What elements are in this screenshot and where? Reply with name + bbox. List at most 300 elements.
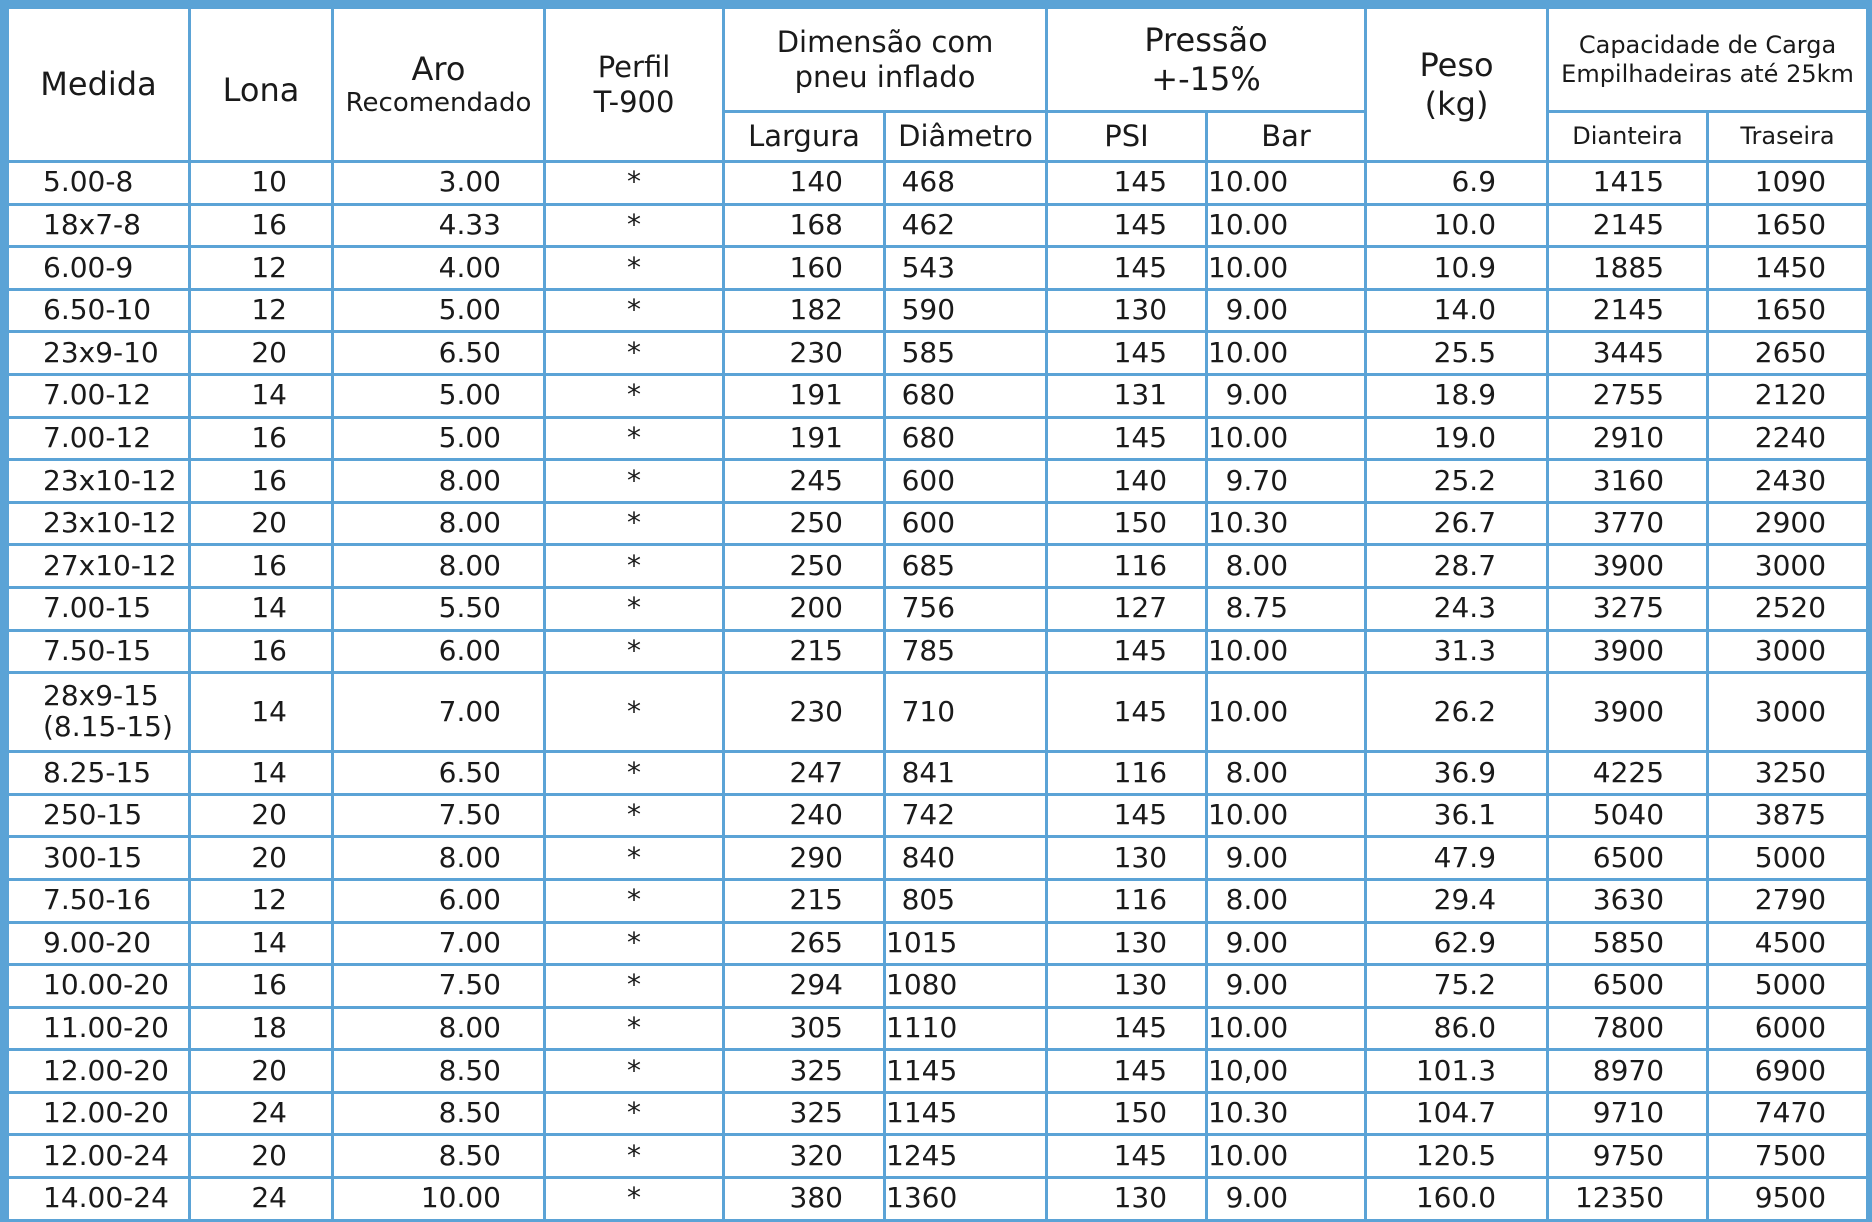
header-perfil-sub: T-900 [593, 84, 675, 119]
cell-perfil-text: * [627, 925, 641, 959]
cell-bar-text: 10,00 [1208, 1053, 1289, 1087]
cell-dianteira-text: 12350 [1574, 1181, 1665, 1215]
cell-psi-text: 150 [1113, 1096, 1168, 1130]
cell-dianteira-text: 2145 [1592, 207, 1665, 241]
header-perfil [545, 8, 724, 162]
cell-dianteira [1548, 587, 1708, 630]
cell-perfil-text: * [627, 633, 641, 667]
cell-psi [1047, 289, 1207, 332]
cell-peso-text: 31.3 [1433, 633, 1497, 667]
cell-medida-text: 28x9-15 [43, 679, 159, 713]
cell-bar-text: 9.70 [1225, 463, 1289, 497]
cell-aro-text: 8.50 [438, 1096, 501, 1130]
cell-bar [1207, 837, 1366, 880]
cell-largura [724, 1007, 885, 1050]
cell-psi-text: 145 [1113, 420, 1168, 454]
cell-bar-text: 10.00 [1208, 694, 1289, 728]
cell-psi-text: 145 [1113, 165, 1168, 199]
cell-dianteira-text: 7800 [1592, 1011, 1665, 1045]
cell-aro [333, 879, 545, 922]
table-row [8, 204, 1868, 247]
cell-diametro [885, 247, 1047, 290]
cell-traseira [1708, 502, 1868, 545]
table-row [8, 837, 1868, 880]
cell-aro [333, 289, 545, 332]
cell-peso [1366, 673, 1548, 752]
cell-medida [8, 332, 190, 375]
cell-psi-text: 130 [1113, 925, 1168, 959]
cell-bar [1207, 1092, 1366, 1135]
cell-bar-text: 10.00 [1208, 633, 1289, 667]
cell-bar [1207, 922, 1366, 965]
cell-traseira-text: 2790 [1754, 883, 1827, 917]
header-largura: Largura [724, 112, 885, 162]
cell-dianteira [1548, 879, 1708, 922]
table-row [8, 247, 1868, 290]
cell-aro [333, 837, 545, 880]
cell-psi [1047, 837, 1207, 880]
cell-diametro-text: 1110 [886, 1011, 958, 1045]
cell-bar [1207, 247, 1366, 290]
cell-perfil-text: * [627, 883, 641, 917]
cell-aro [333, 204, 545, 247]
cell-medida-text: 300-15 [43, 840, 143, 874]
cell-medida-text: 14.00-24 [43, 1181, 169, 1215]
cell-diametro [885, 417, 1047, 460]
cell-medida [8, 204, 190, 247]
cell-peso-text: 104.7 [1415, 1096, 1497, 1130]
cell-largura [724, 247, 885, 290]
cell-lona-text: 14 [251, 591, 287, 625]
cell-psi [1047, 673, 1207, 752]
cell-traseira [1708, 1135, 1868, 1178]
cell-traseira-text: 2240 [1754, 420, 1827, 454]
cell-aro [333, 673, 545, 752]
cell-peso-text: 29.4 [1433, 883, 1497, 917]
cell-traseira-text: 3000 [1754, 633, 1827, 667]
cell-psi-text: 130 [1113, 968, 1168, 1002]
cell-peso [1366, 460, 1548, 503]
cell-aro-text: 7.00 [438, 694, 501, 728]
cell-peso [1366, 204, 1548, 247]
cell-medida-text: 6.00-9 [43, 250, 134, 284]
cell-perfil [545, 1178, 724, 1221]
cell-perfil [545, 247, 724, 290]
cell-peso-text: 14.0 [1433, 293, 1497, 327]
cell-medida [8, 289, 190, 332]
cell-diametro-text: 1145 [886, 1053, 958, 1087]
cell-aro [333, 1007, 545, 1050]
cell-dianteira-text: 5040 [1592, 798, 1665, 832]
cell-psi [1047, 162, 1207, 205]
cell-bar [1207, 332, 1366, 375]
cell-lona-text: 16 [251, 548, 287, 582]
cell-lona [190, 1092, 333, 1135]
table-row [8, 417, 1868, 460]
cell-diametro-text: 1145 [886, 1096, 958, 1130]
cell-perfil [545, 673, 724, 752]
cell-largura-text: 320 [789, 1138, 843, 1172]
cell-diametro [885, 1007, 1047, 1050]
cell-bar-text: 8.00 [1225, 548, 1289, 582]
cell-perfil-text: * [627, 548, 641, 582]
cell-dianteira [1548, 965, 1708, 1008]
cell-traseira [1708, 289, 1868, 332]
cell-dianteira-text: 3160 [1592, 463, 1665, 497]
cell-aro-text: 3.00 [438, 165, 501, 199]
header-pressao-line1: Pressão [1144, 21, 1268, 60]
cell-peso [1366, 374, 1548, 417]
cell-perfil [545, 587, 724, 630]
cell-diametro-text: 543 [901, 250, 956, 284]
cell-psi-text: 116 [1113, 548, 1168, 582]
cell-psi-text: 145 [1113, 1138, 1168, 1172]
cell-lona [190, 1178, 333, 1221]
cell-peso-text: 26.7 [1433, 506, 1497, 540]
cell-psi-text: 145 [1113, 694, 1168, 728]
cell-largura [724, 673, 885, 752]
table-row [8, 965, 1868, 1008]
cell-aro [333, 162, 545, 205]
cell-psi [1047, 545, 1207, 588]
cell-traseira [1708, 247, 1868, 290]
tire-spec-table [6, 6, 1869, 1222]
cell-traseira-text: 3250 [1754, 755, 1827, 789]
cell-peso [1366, 289, 1548, 332]
cell-diametro [885, 752, 1047, 795]
cell-largura [724, 417, 885, 460]
cell-perfil [545, 289, 724, 332]
cell-aro-text: 7.00 [438, 925, 501, 959]
cell-peso-text: 10.0 [1433, 207, 1497, 241]
cell-bar [1207, 417, 1366, 460]
cell-medida [8, 545, 190, 588]
cell-largura-text: 305 [789, 1011, 843, 1045]
cell-largura [724, 587, 885, 630]
cell-dianteira-text: 3445 [1592, 335, 1665, 369]
cell-traseira [1708, 374, 1868, 417]
cell-dianteira-text: 1415 [1592, 165, 1665, 199]
header-pressao [1047, 8, 1366, 112]
cell-peso-text: 24.3 [1433, 591, 1497, 625]
header-dianteira: Dianteira [1548, 112, 1708, 162]
table-row [8, 794, 1868, 837]
cell-medida-text: 7.00-15 [43, 591, 152, 625]
table-row [8, 673, 1868, 752]
cell-bar-text: 9.00 [1225, 293, 1289, 327]
cell-traseira [1708, 1092, 1868, 1135]
table-row [8, 879, 1868, 922]
cell-aro-text: 7.50 [438, 968, 501, 1002]
cell-medida-text: 6.50-10 [43, 293, 152, 327]
cell-perfil [545, 545, 724, 588]
cell-diametro [885, 374, 1047, 417]
cell-psi [1047, 1050, 1207, 1093]
cell-bar-text: 10.00 [1208, 165, 1289, 199]
cell-lona [190, 1050, 333, 1093]
cell-aro-text: 5.00 [438, 420, 501, 454]
cell-perfil [545, 1135, 724, 1178]
cell-perfil [545, 204, 724, 247]
cell-medida [8, 502, 190, 545]
cell-lona-text: 16 [251, 420, 287, 454]
header-bar: Bar [1207, 112, 1366, 162]
cell-largura [724, 837, 885, 880]
cell-lona-text: 20 [251, 335, 287, 369]
cell-lona-text: 24 [251, 1181, 287, 1215]
cell-traseira-text: 9500 [1754, 1181, 1827, 1215]
cell-lona-text: 16 [251, 207, 287, 241]
cell-psi-text: 145 [1113, 798, 1168, 832]
cell-largura-text: 140 [789, 165, 843, 199]
cell-lona [190, 879, 333, 922]
cell-psi [1047, 247, 1207, 290]
cell-lona [190, 417, 333, 460]
cell-dianteira [1548, 545, 1708, 588]
cell-psi-text: 130 [1113, 293, 1168, 327]
cell-bar [1207, 673, 1366, 752]
cell-lona [190, 752, 333, 795]
cell-lona [190, 630, 333, 673]
cell-bar [1207, 502, 1366, 545]
cell-traseira [1708, 1050, 1868, 1093]
cell-peso-text: 86.0 [1433, 1011, 1497, 1045]
cell-medida [8, 417, 190, 460]
cell-aro-text: 6.50 [438, 755, 501, 789]
cell-traseira [1708, 794, 1868, 837]
cell-perfil-text: * [627, 250, 641, 284]
cell-medida-text: 12.00-20 [43, 1096, 169, 1130]
cell-medida-text: 18x7-8 [43, 207, 141, 241]
cell-traseira-text: 2900 [1754, 506, 1827, 540]
cell-traseira [1708, 673, 1868, 752]
cell-perfil [545, 1092, 724, 1135]
header-capacidade-line1: Capacidade de Carga [1578, 30, 1837, 59]
cell-peso-text: 25.2 [1433, 463, 1497, 497]
cell-dianteira [1548, 204, 1708, 247]
cell-aro [333, 460, 545, 503]
table-row [8, 1007, 1868, 1050]
cell-diametro [885, 204, 1047, 247]
cell-peso [1366, 332, 1548, 375]
cell-diametro [885, 545, 1047, 588]
cell-psi [1047, 1135, 1207, 1178]
cell-bar [1207, 794, 1366, 837]
cell-aro-text: 4.33 [438, 207, 501, 241]
cell-largura-text: 168 [789, 207, 843, 241]
cell-psi [1047, 965, 1207, 1008]
header-capacidade [1548, 8, 1868, 112]
cell-psi [1047, 374, 1207, 417]
cell-traseira-text: 4500 [1754, 925, 1827, 959]
cell-largura-text: 160 [789, 250, 843, 284]
cell-bar [1207, 374, 1366, 417]
table-row [8, 752, 1868, 795]
cell-diametro-text: 1245 [886, 1138, 958, 1172]
cell-medida [8, 587, 190, 630]
table-row [8, 289, 1868, 332]
cell-medida-text: 27x10-12 [43, 548, 177, 582]
cell-medida-text: 12.00-24 [43, 1138, 169, 1172]
cell-diametro [885, 630, 1047, 673]
cell-perfil-text: * [627, 506, 641, 540]
cell-largura [724, 922, 885, 965]
header-aro-label: Aro [411, 49, 466, 88]
cell-traseira [1708, 752, 1868, 795]
cell-bar [1207, 965, 1366, 1008]
table-body [8, 162, 1868, 1221]
cell-lona [190, 1007, 333, 1050]
cell-diametro [885, 502, 1047, 545]
cell-traseira [1708, 1007, 1868, 1050]
cell-dianteira [1548, 630, 1708, 673]
cell-traseira-text: 2520 [1754, 591, 1827, 625]
cell-medida [8, 1178, 190, 1221]
cell-psi-text: 116 [1113, 755, 1168, 789]
cell-traseira-text: 3875 [1754, 798, 1827, 832]
cell-traseira [1708, 587, 1868, 630]
cell-diametro [885, 879, 1047, 922]
cell-largura [724, 1092, 885, 1135]
cell-bar [1207, 460, 1366, 503]
cell-perfil [545, 502, 724, 545]
cell-lona-text: 12 [251, 293, 287, 327]
cell-medida [8, 374, 190, 417]
cell-largura-text: 191 [789, 378, 843, 412]
cell-aro [333, 1050, 545, 1093]
cell-peso [1366, 837, 1548, 880]
cell-perfil-text: * [627, 378, 641, 412]
cell-psi-text: 145 [1113, 335, 1168, 369]
cell-dianteira-text: 1885 [1592, 250, 1665, 284]
cell-lona-text: 20 [251, 506, 287, 540]
cell-peso [1366, 630, 1548, 673]
cell-diametro-text: 685 [901, 548, 956, 582]
cell-largura-text: 230 [789, 335, 843, 369]
cell-aro [333, 374, 545, 417]
cell-largura [724, 1050, 885, 1093]
cell-perfil [545, 630, 724, 673]
cell-largura [724, 502, 885, 545]
cell-bar [1207, 1050, 1366, 1093]
cell-lona-text: 16 [251, 463, 287, 497]
cell-medida [8, 922, 190, 965]
cell-aro-text: 5.00 [438, 293, 501, 327]
cell-diametro-text: 1360 [886, 1181, 958, 1215]
cell-lona-text: 18 [251, 1011, 287, 1045]
cell-medida-text: 5.00-8 [43, 165, 134, 199]
cell-perfil-text: * [627, 335, 641, 369]
cell-bar [1207, 1178, 1366, 1221]
cell-dianteira-text: 3275 [1592, 591, 1665, 625]
cell-diametro [885, 162, 1047, 205]
cell-lona-text: 20 [251, 1138, 287, 1172]
table-header [8, 8, 1868, 162]
cell-diametro [885, 965, 1047, 1008]
cell-medida [8, 1135, 190, 1178]
cell-dianteira-text: 3770 [1592, 506, 1665, 540]
cell-dianteira [1548, 673, 1708, 752]
cell-peso-text: 10.9 [1433, 250, 1497, 284]
cell-medida [8, 162, 190, 205]
cell-peso-text: 36.1 [1433, 798, 1497, 832]
cell-diametro-text: 742 [901, 798, 956, 832]
cell-traseira-text: 1450 [1754, 250, 1827, 284]
cell-medida [8, 460, 190, 503]
cell-bar-text: 10.30 [1208, 1096, 1289, 1130]
cell-dianteira-text: 3630 [1592, 883, 1665, 917]
cell-dianteira-text: 2910 [1592, 420, 1665, 454]
cell-aro-text: 8.00 [438, 1011, 501, 1045]
cell-traseira-text: 2430 [1754, 463, 1827, 497]
cell-diametro-text: 585 [901, 335, 956, 369]
cell-traseira-text: 6000 [1754, 1011, 1827, 1045]
cell-largura [724, 879, 885, 922]
cell-medida-text: 7.50-15 [43, 633, 152, 667]
cell-perfil-text: * [627, 1053, 641, 1087]
cell-psi-text: 116 [1113, 883, 1168, 917]
cell-aro-text: 10.00 [420, 1181, 501, 1215]
cell-medida [8, 630, 190, 673]
cell-diametro [885, 922, 1047, 965]
cell-medida [8, 794, 190, 837]
cell-largura-text: 294 [789, 968, 843, 1002]
cell-aro [333, 502, 545, 545]
cell-psi [1047, 1092, 1207, 1135]
cell-traseira [1708, 460, 1868, 503]
cell-traseira [1708, 162, 1868, 205]
cell-aro [333, 630, 545, 673]
cell-dianteira-text: 5850 [1592, 925, 1665, 959]
cell-peso-text: 101.3 [1415, 1053, 1497, 1087]
cell-psi [1047, 752, 1207, 795]
cell-aro-text: 8.00 [438, 506, 501, 540]
cell-largura [724, 630, 885, 673]
cell-aro-text: 8.50 [438, 1053, 501, 1087]
cell-traseira-text: 3000 [1754, 694, 1827, 728]
cell-largura [724, 374, 885, 417]
cell-psi [1047, 1178, 1207, 1221]
cell-dianteira [1548, 374, 1708, 417]
cell-peso-text: 19.0 [1433, 420, 1497, 454]
cell-dianteira [1548, 289, 1708, 332]
cell-traseira-text: 1650 [1754, 207, 1827, 241]
cell-lona-text: 16 [251, 633, 287, 667]
cell-psi [1047, 502, 1207, 545]
cell-dianteira-text: 4225 [1592, 755, 1665, 789]
cell-perfil [545, 794, 724, 837]
cell-peso [1366, 502, 1548, 545]
cell-diametro [885, 332, 1047, 375]
cell-peso-text: 75.2 [1433, 968, 1497, 1002]
cell-lona [190, 673, 333, 752]
cell-lona [190, 1135, 333, 1178]
cell-aro-text: 8.00 [438, 840, 501, 874]
cell-traseira [1708, 879, 1868, 922]
cell-largura-text: 182 [789, 293, 843, 327]
table-row [8, 1092, 1868, 1135]
header-lona-label: Lona [222, 71, 300, 110]
table-row [8, 1178, 1868, 1221]
cell-perfil-text: * [627, 798, 641, 832]
cell-largura [724, 289, 885, 332]
cell-peso [1366, 752, 1548, 795]
cell-largura [724, 1135, 885, 1178]
header-aro-sub: Recomendado [345, 88, 532, 119]
table-row [8, 630, 1868, 673]
cell-largura [724, 332, 885, 375]
cell-largura-text: 265 [789, 925, 843, 959]
